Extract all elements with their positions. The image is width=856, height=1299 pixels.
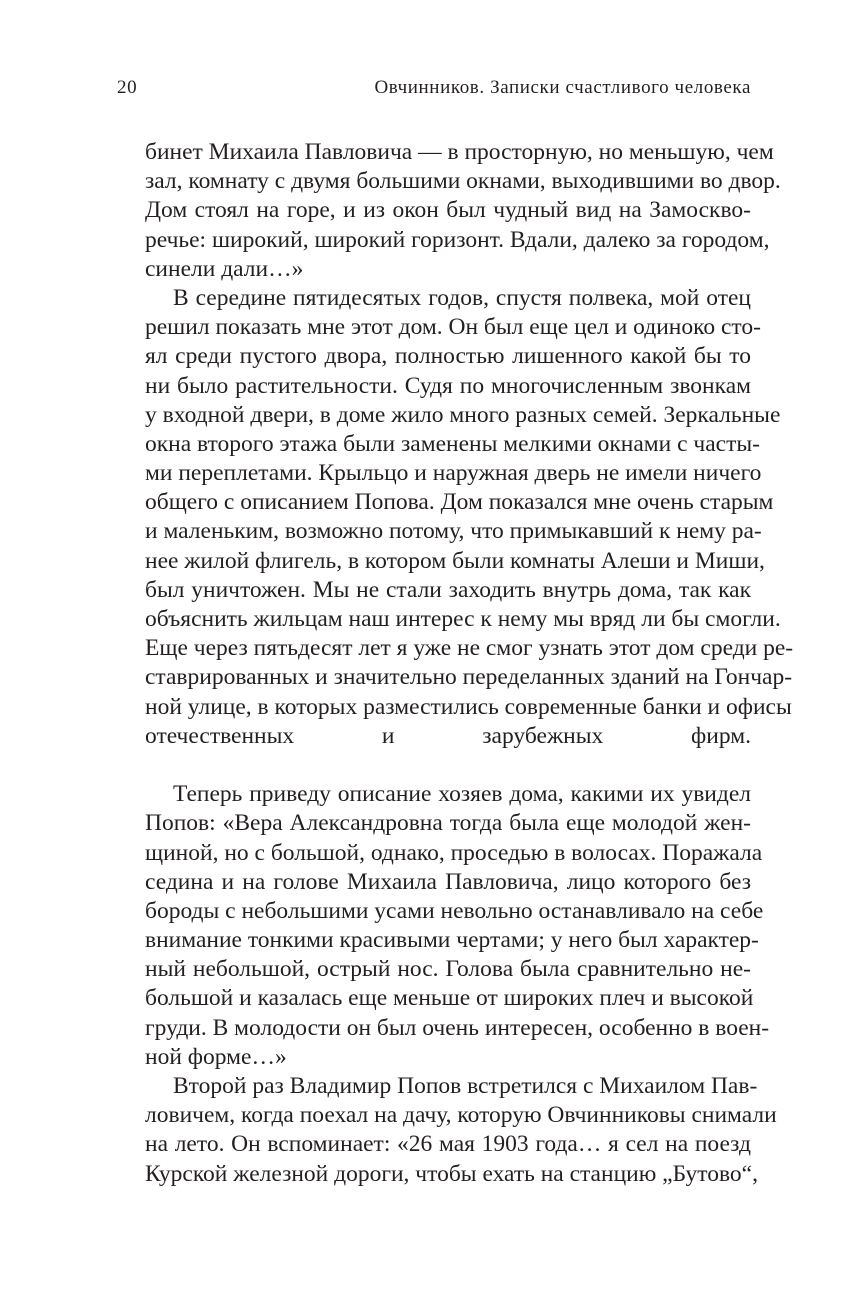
text-line: Второй раз Владимир Попов встретился с Михаилом Пав- bbox=[173, 1073, 758, 1099]
text-line: большой и казалась еще меньше от широких плеч и высокой bbox=[145, 985, 754, 1012]
text-line: груди. В молодости он был очень интересен, особенно в воен- bbox=[145, 1014, 770, 1041]
text-line: синели дали…» bbox=[145, 255, 304, 282]
page-number: 20 bbox=[117, 77, 138, 98]
text-line: речье: широкий, широкий горизонт. Вдали, далеко за городом, bbox=[145, 226, 770, 253]
text-line bbox=[145, 751, 751, 780]
text-line: Еще через пятьдесят лет я уже не смог узнать этот дом среди ре- bbox=[145, 635, 794, 662]
text-line: внимание тонкими красивыми чертами; у него был характер- bbox=[145, 927, 759, 954]
paragraph bbox=[145, 1072, 777, 1189]
text-line: ный небольшой, острый нос. Голова была сравнительно не- bbox=[145, 956, 751, 983]
paragraph bbox=[145, 138, 781, 284]
text-line: отечественных и зарубежных фирм. bbox=[145, 722, 751, 749]
paragraph bbox=[145, 780, 770, 1072]
text-line: у входной двери, в доме жило много разных семей. Зеркальные bbox=[145, 401, 781, 428]
text-line: нее жилой флигель, в котором были комнаты Алеши и Миши, bbox=[145, 547, 765, 574]
text-line: решил показать мне этот дом. Он был еще цел и одиноко сто- bbox=[145, 314, 761, 341]
text-line: бинет Михаила Павловича — в просторную, но меньшую, чем bbox=[145, 139, 774, 165]
text-line: ял среди пустого двора, полностью лишенного какой бы то bbox=[145, 343, 751, 370]
text-line: и маленьким, возможно потому, что примыкавший к нему ра- bbox=[145, 518, 762, 545]
text-line: ставрированных и значительно переделанных зданий на Гончар- bbox=[145, 664, 793, 691]
text-line: зал, комнату с двумя большими окнами, выходившими во двор. bbox=[145, 168, 781, 195]
text-line: Дом стоял на горе, и из окон был чудный вид на Замоскво- bbox=[145, 197, 751, 224]
text-line: щиной, но с большой, однако, проседью в волосах. Поражала bbox=[145, 839, 763, 866]
text-line: бороды с небольшими усами невольно останавливало на себе bbox=[145, 897, 764, 924]
text-line: ловичем, когда поехал на дачу, которую Овчинниковы снимали bbox=[145, 1102, 777, 1129]
body-text bbox=[145, 138, 794, 1189]
book-title: Овчинников. Записки счастливого человека bbox=[374, 77, 751, 98]
text-line: был уничтожен. Мы не стали заходить внутрь дома, так как bbox=[145, 576, 751, 603]
text-line: ной форме…» bbox=[145, 1043, 287, 1070]
text-line: объяснить жильцам наш интерес к нему мы вряд ли бы смогли. bbox=[145, 606, 781, 632]
paragraph bbox=[145, 284, 794, 780]
text-line: ной улице, в которых разместились современные банки и офисы bbox=[145, 693, 792, 720]
text-line: Теперь приведу описание хозяев дома, какими их увидел bbox=[173, 781, 751, 808]
text-line: ни было растительности. Судя по многочисленным звонкам bbox=[145, 372, 751, 399]
running-head bbox=[117, 74, 751, 102]
text-line: В середине пятидесятых годов, спустя полвека, мой отец bbox=[173, 284, 751, 311]
text-line: общего с описанием Попова. Дом показался мне очень старым bbox=[145, 489, 774, 516]
text-line: окна второго этажа были заменены мелкими окнами с часты- bbox=[145, 430, 760, 457]
text-line: седина и на голове Михаила Павловича, лицо которого без bbox=[145, 868, 751, 895]
text-line: ми переплетами. Крыльцо и наружная дверь не имели ничего bbox=[145, 460, 762, 487]
text-line: Курской железной дороги, чтобы ехать на станцию „Бутово“, bbox=[145, 1160, 758, 1187]
text-line: Попов: «Вера Александровна тогда была еще молодой жен- bbox=[145, 810, 751, 837]
text-line: на лето. Он вспоминает: «26 мая 1903 года… я сел на поезд bbox=[145, 1131, 751, 1158]
